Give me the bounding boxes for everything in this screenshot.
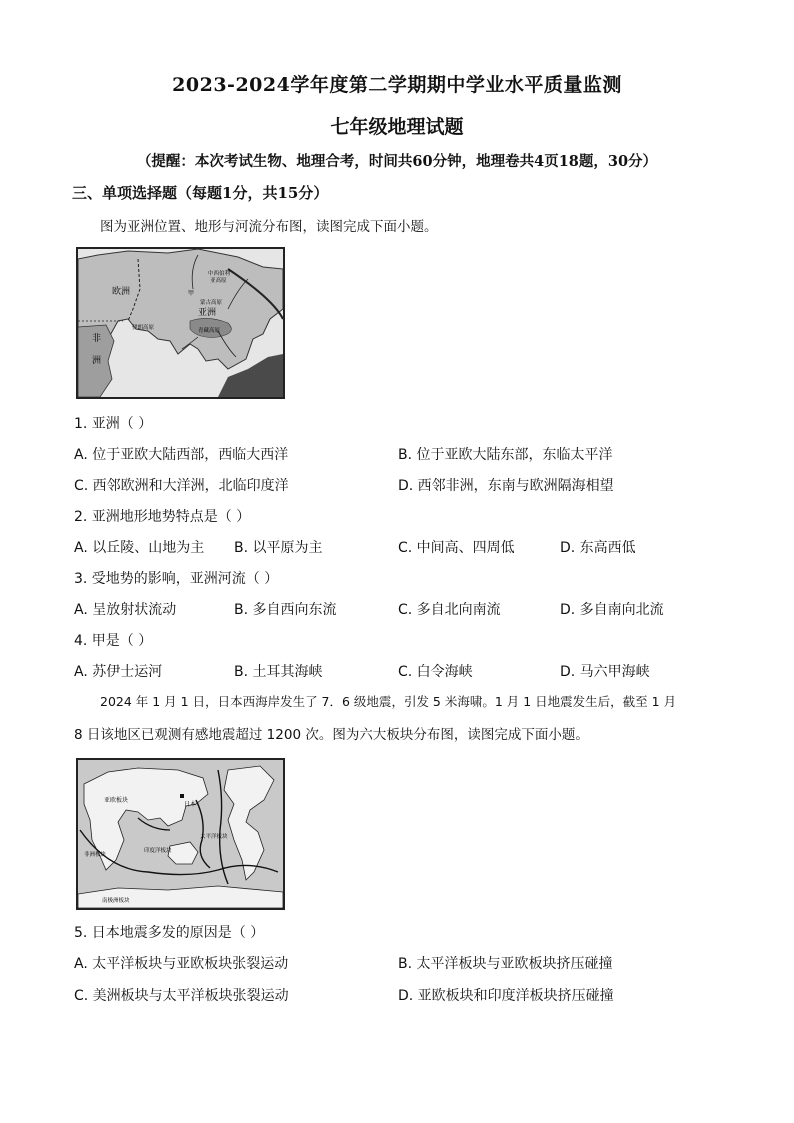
question-2-option-b[interactable]: B. 以平原为主 [234,540,323,556]
label-africa-plate: 非洲板块 [84,852,107,858]
question-5-stem: 5. 日本地震多发的原因是（ ） [74,925,265,941]
plates-map [76,758,285,910]
asia-map-figure [78,249,283,397]
question-4-option-a[interactable]: A. 苏伊士运河 [74,664,163,680]
question-5-option-a[interactable]: A. 太平洋板块与亚欧板块张裂运动 [74,956,289,972]
question-2-option-a[interactable]: A. 以丘陵、山地为主 [74,540,205,556]
question-1-stem: 1. 亚洲（ ） [74,416,153,432]
question-5-option-b[interactable]: B. 太平洋板块与亚欧板块挤压碰撞 [398,956,613,972]
passage-1: 图为亚洲位置、地形与河流分布图，读图完成下面小题。 [100,219,438,235]
passage-2-line-2: 8 日该地区已观测有感地震超过 1200 次。图为六大板块分布图，读图完成下面小题。 [74,727,589,743]
question-4-option-c[interactable]: C. 白令海峡 [398,664,473,680]
question-4-stem: 4. 甲是（ ） [74,633,153,649]
question-3-option-c[interactable]: C. 多自北向南流 [398,602,501,618]
label-tibet: 青藏高原 [198,328,221,334]
plates-map-figure [78,760,283,908]
question-4-option-d[interactable]: D. 马六甲海峡 [560,664,650,680]
label-africa-1: 非 [92,334,102,344]
section-title: 三、单项选择题（每题1分，共15分） [72,184,329,202]
question-3-option-a[interactable]: A. 呈放射状流动 [74,602,177,618]
exam-subtitle: 七年级地理试题 [330,116,464,138]
label-africa-2: 洲 [92,356,102,366]
label-europe: 欧洲 [112,287,131,297]
question-5-option-c[interactable]: C. 美洲板块与太平洋板块张裂运动 [74,988,289,1004]
question-2-stem: 2. 亚洲地形地势特点是（ ） [74,509,251,525]
label-plateau-1a: 中西伯利 [208,271,231,277]
question-2-option-d[interactable]: D. 东高西低 [560,540,636,556]
label-indian-plate: 印度洋板块 [144,848,172,854]
exam-reminder: （提醒：本次考试生物、地理合考，时间共60分钟，地理卷共4页18题，30分） [136,153,658,170]
label-plateau-1b: 亚高原 [210,278,227,284]
label-jia: 甲 [188,290,195,297]
label-pacific-plate: 太平洋板块 [200,834,228,840]
label-iran: 伊朗高原 [132,325,155,331]
label-asia: 亚洲 [198,308,217,318]
question-1-option-a[interactable]: A. 位于亚欧大陆西部，西临大西洋 [74,447,289,463]
question-3-option-d[interactable]: D. 多自南向北流 [560,602,664,618]
question-2-option-c[interactable]: C. 中间高、四周低 [398,540,515,556]
question-3-option-b[interactable]: B. 多自西向东流 [234,602,337,618]
question-5-option-d[interactable]: D. 亚欧板块和印度洋板块挤压碰撞 [398,988,614,1004]
question-3-stem: 3. 受地势的影响，亚洲河流（ ） [74,571,279,587]
label-japan: 日本 [184,801,197,808]
passage-2-line-1: 2024 年 1 月 1 日，日本西海岸发生了 7．6 级地震，引发 5 米海啸。1 月 1 日地震发生后，截至 1 月 [100,694,677,709]
exam-title: 2023-2024学年度第二学期期中学业水平质量监测 [172,74,622,96]
question-1-option-b[interactable]: B. 位于亚欧大陆东部，东临太平洋 [398,447,613,463]
label-antarctic-plate: 南极洲板块 [102,898,130,904]
question-1-option-d[interactable]: D. 西邻非洲，东南与欧洲隔海相望 [398,478,614,494]
label-eurasia-plate: 亚欧板块 [104,797,129,804]
asia-map [76,247,285,399]
label-mongolia: 蒙古高原 [200,300,223,306]
question-4-option-b[interactable]: B. 土耳其海峡 [234,664,323,680]
question-1-option-c[interactable]: C. 西邻欧洲和大洋洲，北临印度洋 [74,478,289,494]
